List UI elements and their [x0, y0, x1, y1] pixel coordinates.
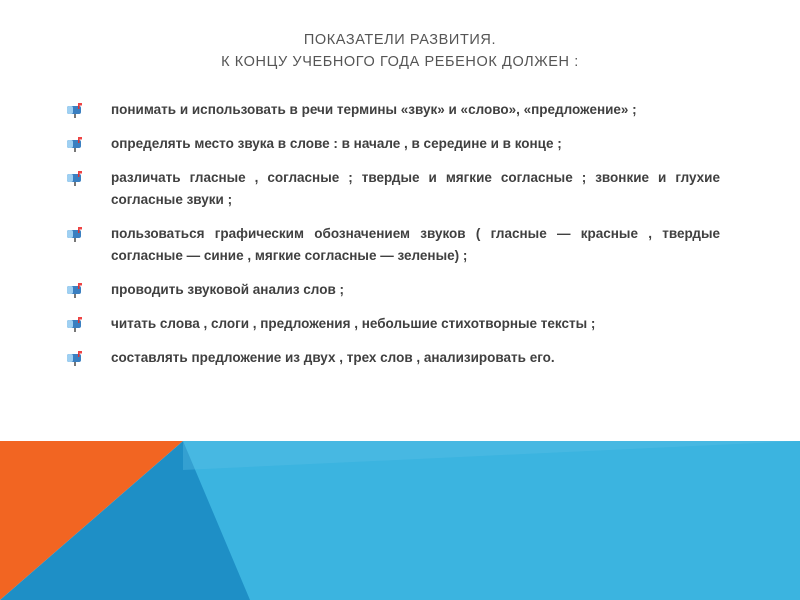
mailbox-icon: [66, 102, 84, 118]
bullet-list: [66, 99, 720, 381]
dark-blue-band: [0, 441, 800, 600]
list-item: [66, 279, 720, 301]
orange-triangle: [0, 441, 183, 600]
light-blue-band: [183, 441, 800, 600]
list-item: [66, 167, 720, 211]
list-item: [66, 313, 720, 335]
list-item: [66, 99, 720, 121]
mid-blue-triangle: [183, 441, 800, 470]
mailbox-icon: [66, 282, 84, 298]
mailbox-icon: [66, 350, 84, 366]
bullet-text: различать гласные , согласные ; твердые и мягкие согласные ; звонкие и глухие согласные звуки ;: [111, 170, 720, 207]
bullet-text: пользоваться графическим обозначением звуков ( гласные — красные , твердые согласные — синие , мягкие согласные — зеленые) ;: [111, 226, 720, 263]
mailbox-icon: [66, 136, 84, 152]
bullet-text: составлять предложение из двух , трех слов , анализировать его.: [111, 350, 555, 365]
bullet-text: проводить звуковой анализ слов ;: [111, 282, 344, 297]
bullet-text: понимать и использовать в речи термины «звук» и «слово», «предложение» ;: [111, 102, 637, 117]
title-line-1: ПОКАЗАТЕЛИ РАЗВИТИЯ.: [303, 32, 497, 48]
mailbox-icon: [66, 316, 84, 332]
slide-title: [60, 29, 740, 73]
mailbox-icon: [66, 170, 84, 186]
bullet-text: читать слова , слоги , предложения , небольшие стихотворные тексты ;: [111, 316, 596, 331]
list-item: [66, 223, 720, 267]
list-item: [66, 133, 720, 155]
mailbox-icon: [66, 226, 84, 242]
list-item: [66, 347, 720, 369]
title-line-2: К КОНЦУ УЧЕБНОГО ГОДА РЕБЕНОК ДОЛЖЕН :: [221, 54, 579, 70]
bullet-text: определять место звука в слове : в начале , в середине и в конце ;: [111, 136, 562, 151]
